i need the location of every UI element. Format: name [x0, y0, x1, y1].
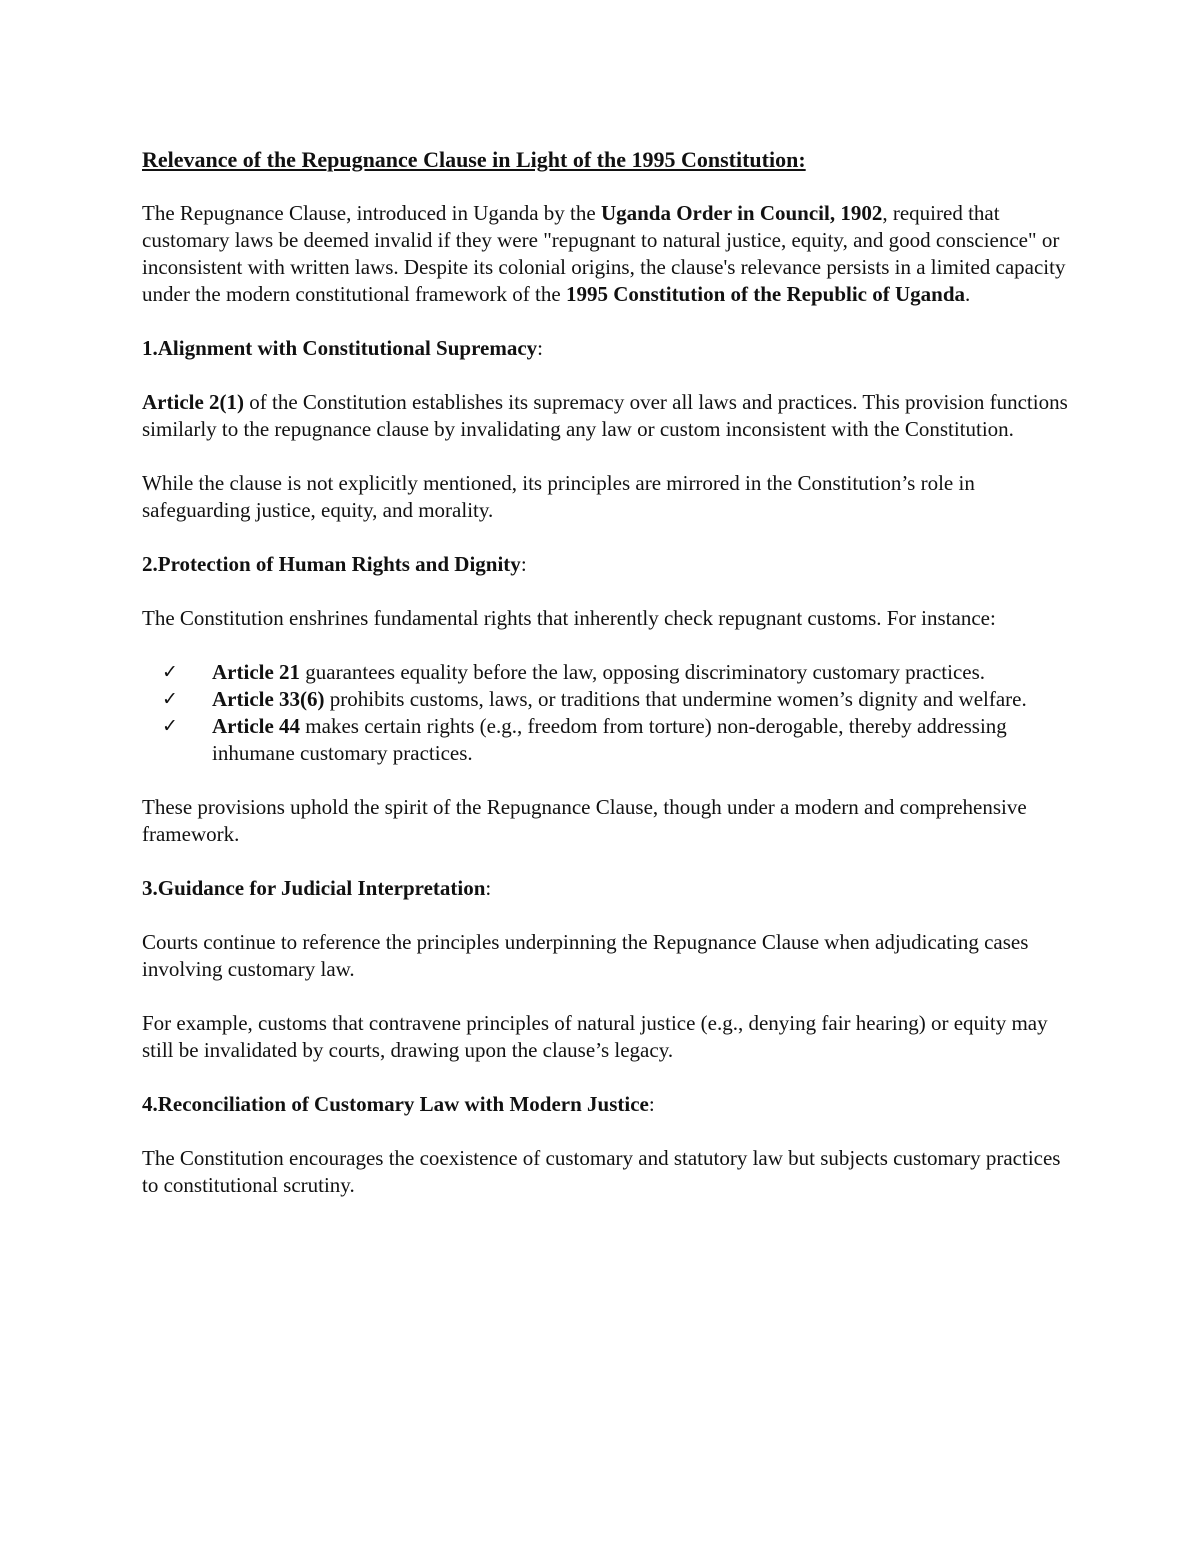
- intro-paragraph: The Repugnance Clause, introduced in Uganda by the Uganda Order in Council, 1902, required that customary laws be deemed invalid if they were "repugnant to natural justice, equity, and good conscience" or inconsistent with written laws. Despite its colonial origins, the clause's relevance persists in a limited capacity under the modern constitutional framework of the 1995 Constitution of the Republic of Uganda.: [142, 201, 1066, 306]
- check-mark-icon: ✓: [162, 688, 178, 710]
- section-3-heading: 3.Guidance for Judicial Interpretation:: [142, 876, 492, 900]
- list-item: ✓ Article 33(6) prohibits customs, laws, or traditions that undermine women’s dignity and welfare.: [162, 687, 1027, 711]
- article-2-1-reference: Article 2(1): [142, 390, 245, 414]
- list-item: ✓ Article 21 guarantees equality before the law, opposing discriminatory customary practices.: [162, 660, 986, 684]
- section-4-paragraph-1: The Constitution encourages the coexistence of customary and statutory law but subjects customary practices to constitutional scrutiny.: [142, 1146, 1061, 1197]
- section-2-paragraph-2: These provisions uphold the spirit of the Repugnance Clause, though under a modern and comprehensive framework.: [142, 795, 1027, 846]
- list-item: ✓ Article 44 makes certain rights (e.g., freedom from torture) non-derogable, thereby addressing inhumane customary practices.: [162, 714, 1007, 765]
- constitution-reference: 1995 Constitution of the Republic of Uganda: [565, 282, 966, 306]
- section-4-heading: 4.Reconciliation of Customary Law with Modern Justice:: [142, 1092, 655, 1116]
- section-3-paragraph-1: Courts continue to reference the principles underpinning the Repugnance Clause when adjudicating cases involving customary law.: [142, 930, 1029, 981]
- section-1-heading: 1.Alignment with Constitutional Supremacy:: [142, 336, 543, 360]
- check-mark-icon: ✓: [162, 661, 178, 683]
- section-2-heading: 2.Protection of Human Rights and Dignity:: [142, 552, 527, 576]
- document-page: [142, 136, 1072, 1226]
- uganda-order-reference: Uganda Order in Council, 1902: [600, 201, 883, 225]
- section-2-paragraph-1: The Constitution enshrines fundamental rights that inherently check repugnant customs. For instance:: [142, 606, 996, 630]
- section-1-paragraph-1: Article 2(1) of the Constitution establishes its supremacy over all laws and practices. This provision functions similarly to the repugnance clause by invalidating any law or custom inconsistent with the Constitution.: [142, 390, 1068, 441]
- document-title: Relevance of the Repugnance Clause in Light of the 1995 Constitution:: [142, 147, 806, 172]
- article-checklist: [142, 659, 1072, 767]
- check-mark-icon: ✓: [162, 715, 178, 737]
- section-3-paragraph-2: For example, customs that contravene principles of natural justice (e.g., denying fair hearing) or equity may still be invalidated by courts, drawing upon the clause’s legacy.: [142, 1011, 1048, 1062]
- section-1-paragraph-2: While the clause is not explicitly mentioned, its principles are mirrored in the Constitution’s role in safeguarding justice, equity, and morality.: [142, 471, 975, 522]
